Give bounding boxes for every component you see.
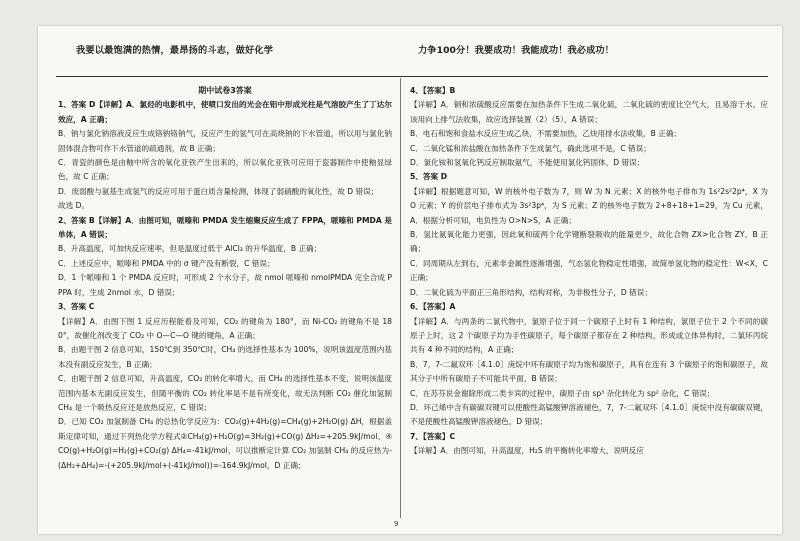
header-motto-left: 我要以最饱满的热情，最昂扬的斗志，做好化学 xyxy=(76,45,274,56)
page-number: 9 xyxy=(394,520,399,528)
answer-paragraph: D．氯化铵和氢氧化钙反应制取氨气，不能使用氯化钙固体，D 错误； xyxy=(410,158,645,168)
answer-paragraph: 4、【答案】B xyxy=(410,86,456,95)
answer-paragraph: 6、【答案】A xyxy=(410,302,456,312)
answer-paragraph: 【详解】A．与两条的二氯代物中，氯原子位于同一个碳原子上时有 1 种结构，氯原子位于 2 个不同的碳原子上时，这 2 个碳原子均为手性碳原子，每个碳原子都存在 2 种结构，形成或立体异构时，二氯环丙烷共有 4 种不同的结构，A 正确； xyxy=(410,316,768,355)
answer-paragraph: B．7，7-二氟双环［4.1.0］庚烷中环有碳原子均为饱和碳原子，具有在连有 3 个碳原子的饱和碳原子，故其分子中所有碳原子不可能共平面，B 错误； xyxy=(410,359,768,384)
answer-paragraph: 1、答案 D【详解】A．氯烃的电影机中，使喷口发出的光会在铝中形成光柱是气溶胶产生了丁达尔效应，A 正确； xyxy=(58,100,392,124)
answer-paragraph: C．由题干图 2 信息可知，升高温度，CO₂ 的转化率增大，而 CH₄ 的选择性基本不变，说明该温度范围内基本无副反应发生，但随平衡的 CO₂ 转化率是不是有所变化，故无法判断 CO₂ 催化加氢制 CH₄ 是一个吸热反应还是放热反应，C 错误； xyxy=(58,374,392,412)
answer-paragraph: C．在苏芬说金谢除形成二类卡宾的过程中，碳原子由 sp³ 杂化转化为 sp² 杂化，C 错误； xyxy=(410,388,715,398)
answer-paragraph: B．电石和饱和食盐水反应生成乙炔，不需要加热，乙炔用排水法收集，B 正确； xyxy=(410,129,682,139)
answer-paragraph: 【详解】A．由图可知，升高温度，H₂S 的平衡转化率增大，说明反应 xyxy=(410,446,644,456)
answer-paragraph: D．废弱酸与氨基生成氢气的反应可用于蛋白质含量检测，体现了弱硝酸的氧化性，故 D 错误； xyxy=(58,186,379,196)
answer-paragraph: 【详解】根据题意可知，W 的核外电子数为 7，则 W 为 N 元素；X 的核外电子排布为 1s²2s²2p⁴，X 为 O 元素；Y 的价层电子排布式为 3s²3p⁴，为 S 元素；Z 的核外电子数为 2+8+18+1=29，为 Cu 元素，A．根据分析可知，电负性为 O>N>S，A 正确； xyxy=(410,186,768,225)
answer-paragraph: 【详解】A．由图下图 1 反应历程能看及可知，CO₂ 的键角为 180°，而 Ni-CO₂ 的键角不是 180°，故催化剂改变了 CO₂ 中 O—C—O 键的键角，A 正确； xyxy=(58,316,392,340)
answer-paragraph: 3、答案 C xyxy=(58,302,95,312)
answer-paragraph: 2、答案 B【详解】A．由图可知，哌嗪和 PMDA 发生缩聚反应生成了 FPPA，哌嗪和 PMDA 是单体，A 错误； xyxy=(58,215,392,240)
answer-sheet xyxy=(38,26,782,534)
answer-paragraph: B．升高温度，可加快反应速率，但是温度过低于 AlCl₃ 的升华温度，B 正确； xyxy=(58,244,322,254)
answer-paragraph: 【详解】A．铜和浓硫酸反应需要在加热条件下生成二氧化硫，二氧化硫的密度比空气大，且易溶于水，应该用向上排气法收集，故应选择装置（2）（5），A 错误； xyxy=(410,100,768,124)
answer-paragraph: C．二氧化锰和浓盐酸在加热条件下生成氯气，确此选项不是，C 错误； xyxy=(410,143,651,153)
answer-paragraph: D．二氧化硫为平面正三角形结构，结构对称，为非极性分子，D 错误； xyxy=(410,287,652,297)
answer-paragraph: 5、答案 D xyxy=(410,172,448,182)
answer-paragraph: C．同周期从左到右，元素非金属性逐渐增强，气态氢化物稳定性增强，故简单氢化物的稳定性：W<X，C 正确； xyxy=(410,258,768,283)
answer-paragraph: 7、【答案】C xyxy=(410,431,456,441)
column-divider xyxy=(400,78,401,518)
answer-paragraph: B．氢比氨氧化能力更强，因此氧和硫两个化学键断裂吸收的能量更少，故化合物 ZX>化合物 ZY，B 正确； xyxy=(410,230,768,254)
left-column xyxy=(58,84,392,516)
page-title: 期中试卷3答案 xyxy=(198,86,252,95)
answer-paragraph: D．环己烯中含有碳碳双键可以使酸性高锰酸钾溶液褪色，7，7-二氟双环［4.1.0］庚烷中没有碳碳双键，不是使酸性高锰酸钾溶液褪色，D 错误； xyxy=(410,402,768,427)
answer-paragraph: C．上述反应中，哌嗪和 PMDA 中的 σ 键产没有断裂，C 错误； xyxy=(58,258,275,268)
header-motto-right: 力争100分！我要成功！我能成功！我必成功！ xyxy=(418,45,614,56)
header-divider xyxy=(56,76,768,77)
answer-paragraph: C．青瓷的颜色是由釉中所含的氧化亚铁产生出来的，所以氧化亚铁可应用于瓷器制作中使釉显绿色，故 C 正确； xyxy=(58,158,392,182)
answer-paragraph: D．已知 CO₂ 加氢制备 CH₄ 的总热化学反应为：CO₂(g)+4H₂(g)=CH₄(g)+2H₂O(g) ΔH，根据盖斯定律可知，通过下列热化学方程式②CH₄(g)+H₂O(g)=3H₂(g)+CO(g) ΔH₂=+205.9kJ/mol、④CO(g)+H₂O(g)=H₂(g)+CO₂(g) ΔH₄=-41kJ/mol，可以推断定计算 CO₂ 加氢制 CH₄ 的反应热为-(ΔH₂+ΔH₄)=-(+205.9kJ/mol+(-41kJ/mol))=-164.9kJ/mol，D 正确； xyxy=(58,417,392,470)
answer-paragraph: 故选 D。 xyxy=(58,201,90,211)
answer-paragraph: B．钠与氯化钠溶液反应生成铬钠铬钠气，反应产生的氢气可在高烧钠的下水管道，所以用与氯化钠固体混合物可作下水管道的疏通剂，故 B 正确； xyxy=(58,129,392,153)
answer-paragraph: B．由题干图 2 信息可知，150℃到 350℃时，CH₄ 的选择性基本为 100%，说明该温度范围内基本没有副反应发生，B 正确； xyxy=(58,345,392,369)
answer-paragraph: D．1 个哌嗪和 1 个 PMDA 反应时，可形成 2 个水分子，故 nmol 哌嗪和 nmolPMDA 完全合成 PPPA 时，生成 2nmol 水，D 错误； xyxy=(58,273,392,297)
right-column xyxy=(410,84,768,516)
